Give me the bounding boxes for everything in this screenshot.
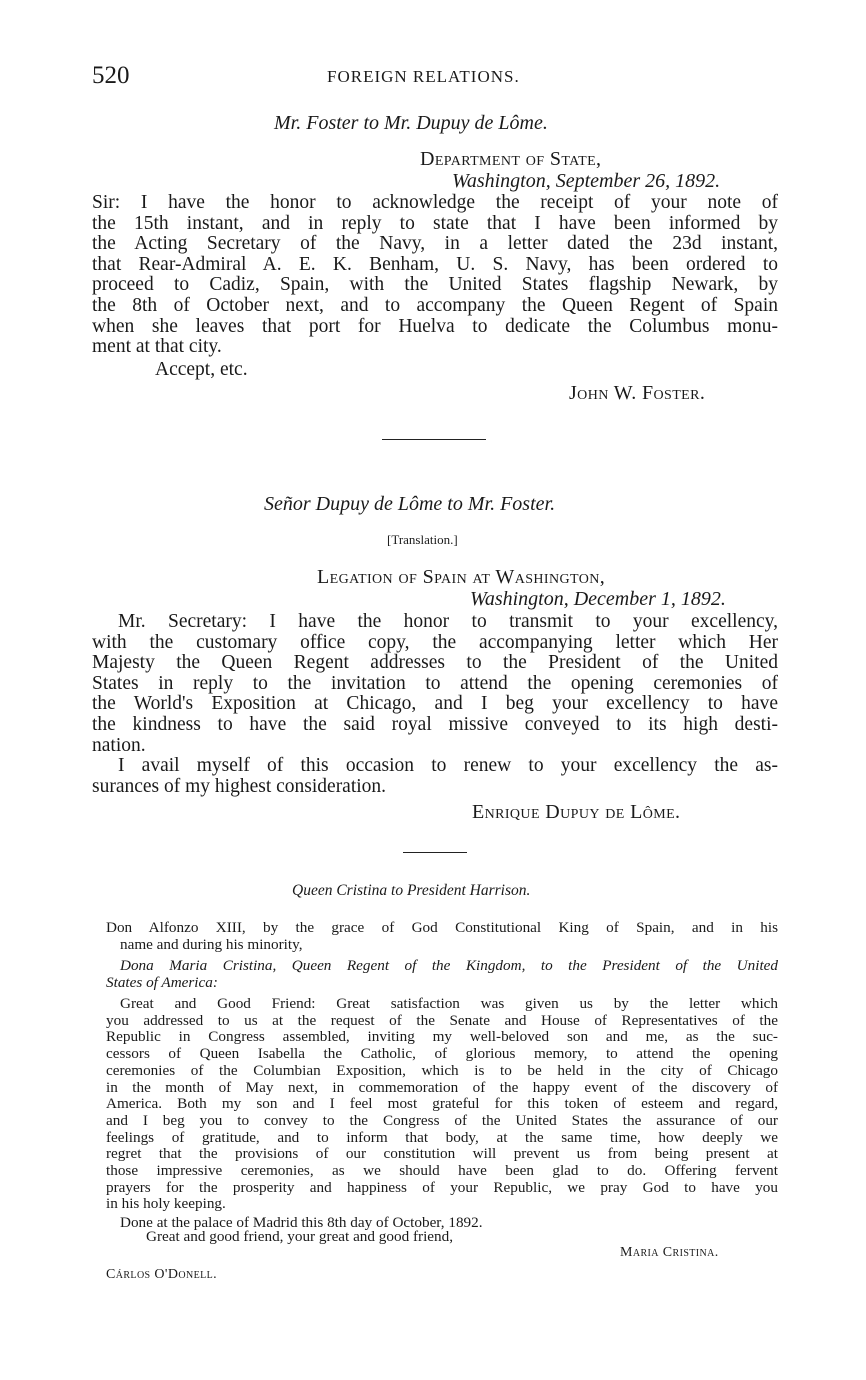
separator-rule-2 [403, 852, 467, 853]
letter2-heading: Señor Dupuy de Lôme to Mr. Foster. [264, 493, 556, 515]
letter1-line-2: the 15th instant, and in reply to state that I have been informed by [92, 212, 778, 234]
letter2-line-9: surances of my highest consideration. [92, 775, 387, 797]
letter3-intro-line-2: name and during his minority, [120, 935, 303, 953]
letter2-line-2: with the customary office copy, the accompanying letter which Her [92, 631, 778, 653]
letter2-dateline-date: Washington, December 1, 1892. [470, 588, 726, 610]
letter3-line-8: and I beg you to convey to the Congress of the United States the assurance of our [106, 1111, 778, 1129]
letter1-dateline-date: Washington, September 26, 1892. [452, 170, 721, 192]
letter3-line-11: those impressive ceremonies, as we should have been glad to do. Offering fervent [106, 1162, 778, 1180]
letter3-heading: Queen Cristina to President Harrison. [292, 882, 531, 899]
letter3-address-line-2: States of America: [106, 973, 218, 991]
letter2-body [92, 612, 778, 797]
page-number: 520 [92, 62, 130, 89]
letter3-intro-line-1: Don Alfonzo XIII, by the grace of God Constitutional King of Spain, and in his [106, 919, 778, 936]
letter3-done-line: Done at the palace of Madrid this 8th day of October, 1892. [120, 1214, 483, 1231]
letter3-line-13: in his holy keeping. [106, 1195, 226, 1213]
letter3-line-5: ceremonies of the Columbian Exposition, which is to be held in the city of Chicago [106, 1061, 778, 1079]
letter2-line-3: Majesty the Queen Regent addresses to the President of the United [92, 652, 778, 674]
letter3-countersign: Cárlos O'Donell. [106, 1267, 218, 1282]
letter1-line-4: that Rear-Admiral A. E. K. Benham, U. S. Navy, has been ordered to [92, 253, 778, 275]
letter3-complimentary-close: Great and good friend, your great and good friend, [146, 1228, 454, 1245]
letter2-line-4: States in reply to the invitation to attend the opening ceremonies of [92, 672, 778, 694]
letter3-body [106, 996, 778, 1213]
letter1-heading: Mr. Foster to Mr. Dupuy de Lôme. [274, 112, 548, 134]
letter3-line-7: America. Both my son and I feel most grateful for this token of esteem and regard, [106, 1095, 778, 1113]
running-title: FOREIGN RELATIONS. [327, 67, 520, 86]
letter1-line-8: ment at that city. [92, 336, 222, 358]
letter1-line-6: the 8th of October next, and to accompany the Queen Regent of Spain [92, 294, 778, 316]
letter1-line-3: the Acting Secretary of the Navy, in a letter dated the 23d instant, [92, 233, 778, 255]
letter2-line-5: the World's Exposition at Chicago, and I beg your excellency to have [92, 693, 778, 715]
letter3-line-6: in the month of May next, in commemoration of the happy event of the discovery of [106, 1078, 778, 1096]
letter3-line-1: Great and Good Friend: Great satisfaction was given us by the letter which [120, 995, 778, 1012]
letter3-line-3: Republic in Congress assembled, inviting my well-beloved son and me, as the suc- [106, 1028, 778, 1046]
letter3-line-12: prayers for the prosperity and happiness of your Republic, we pray God to have you [106, 1178, 778, 1196]
letter3-signature: Maria Cristina. [620, 1245, 719, 1260]
letter3-line-9: feelings of gratitude, and to inform that body, at the same time, how deeply we [106, 1128, 778, 1146]
letter3-line-4: cessors of Queen Isabella the Catholic, of glorious memory, to attend the opening [106, 1045, 778, 1063]
letter2-signature: Enrique Dupuy de Lôme. [472, 801, 681, 823]
letter1-body [92, 193, 778, 358]
separator-rule-1 [382, 439, 486, 440]
letter1-signature: John W. Foster. [569, 382, 706, 404]
translation-note: [Translation.] [387, 532, 458, 547]
letter2-dateline-place: Legation of Spain at Washington, [317, 566, 606, 588]
letter2-line-7: nation. [92, 734, 146, 756]
letter2-line-1: Mr. Secretary: I have the honor to transmit to your excellency, [118, 611, 778, 632]
letter3-line-10: regret that the provisions of our constitution will prevent us from being present at [106, 1145, 778, 1163]
letter1-line-1: Sir: I have the honor to acknowledge the receipt of your note of [92, 192, 778, 213]
letter3-line-2: you addressed to us at the request of the Senate and House of Representatives of the [106, 1011, 778, 1029]
letter3-address-line-1: Dona Maria Cristina, Queen Regent of the Kingdom, to the President of the United [120, 957, 778, 974]
letter1-line-5: proceed to Cadiz, Spain, with the United States flagship Newark, by [92, 274, 778, 296]
letter1-closing: Accept, etc. [155, 359, 248, 380]
letter3-intro [106, 920, 778, 953]
letter2-line-6: the kindness to have the said royal missive conveyed to its high desti- [92, 713, 778, 735]
letter1-line-7: when she leaves that port for Huelva to dedicate the Columbus monu- [92, 315, 778, 337]
letter2-line-8: I avail myself of this occasion to renew to your excellency the as- [118, 755, 778, 777]
letter3-address [106, 958, 778, 991]
letter1-dateline-place: Department of State, [420, 148, 602, 170]
